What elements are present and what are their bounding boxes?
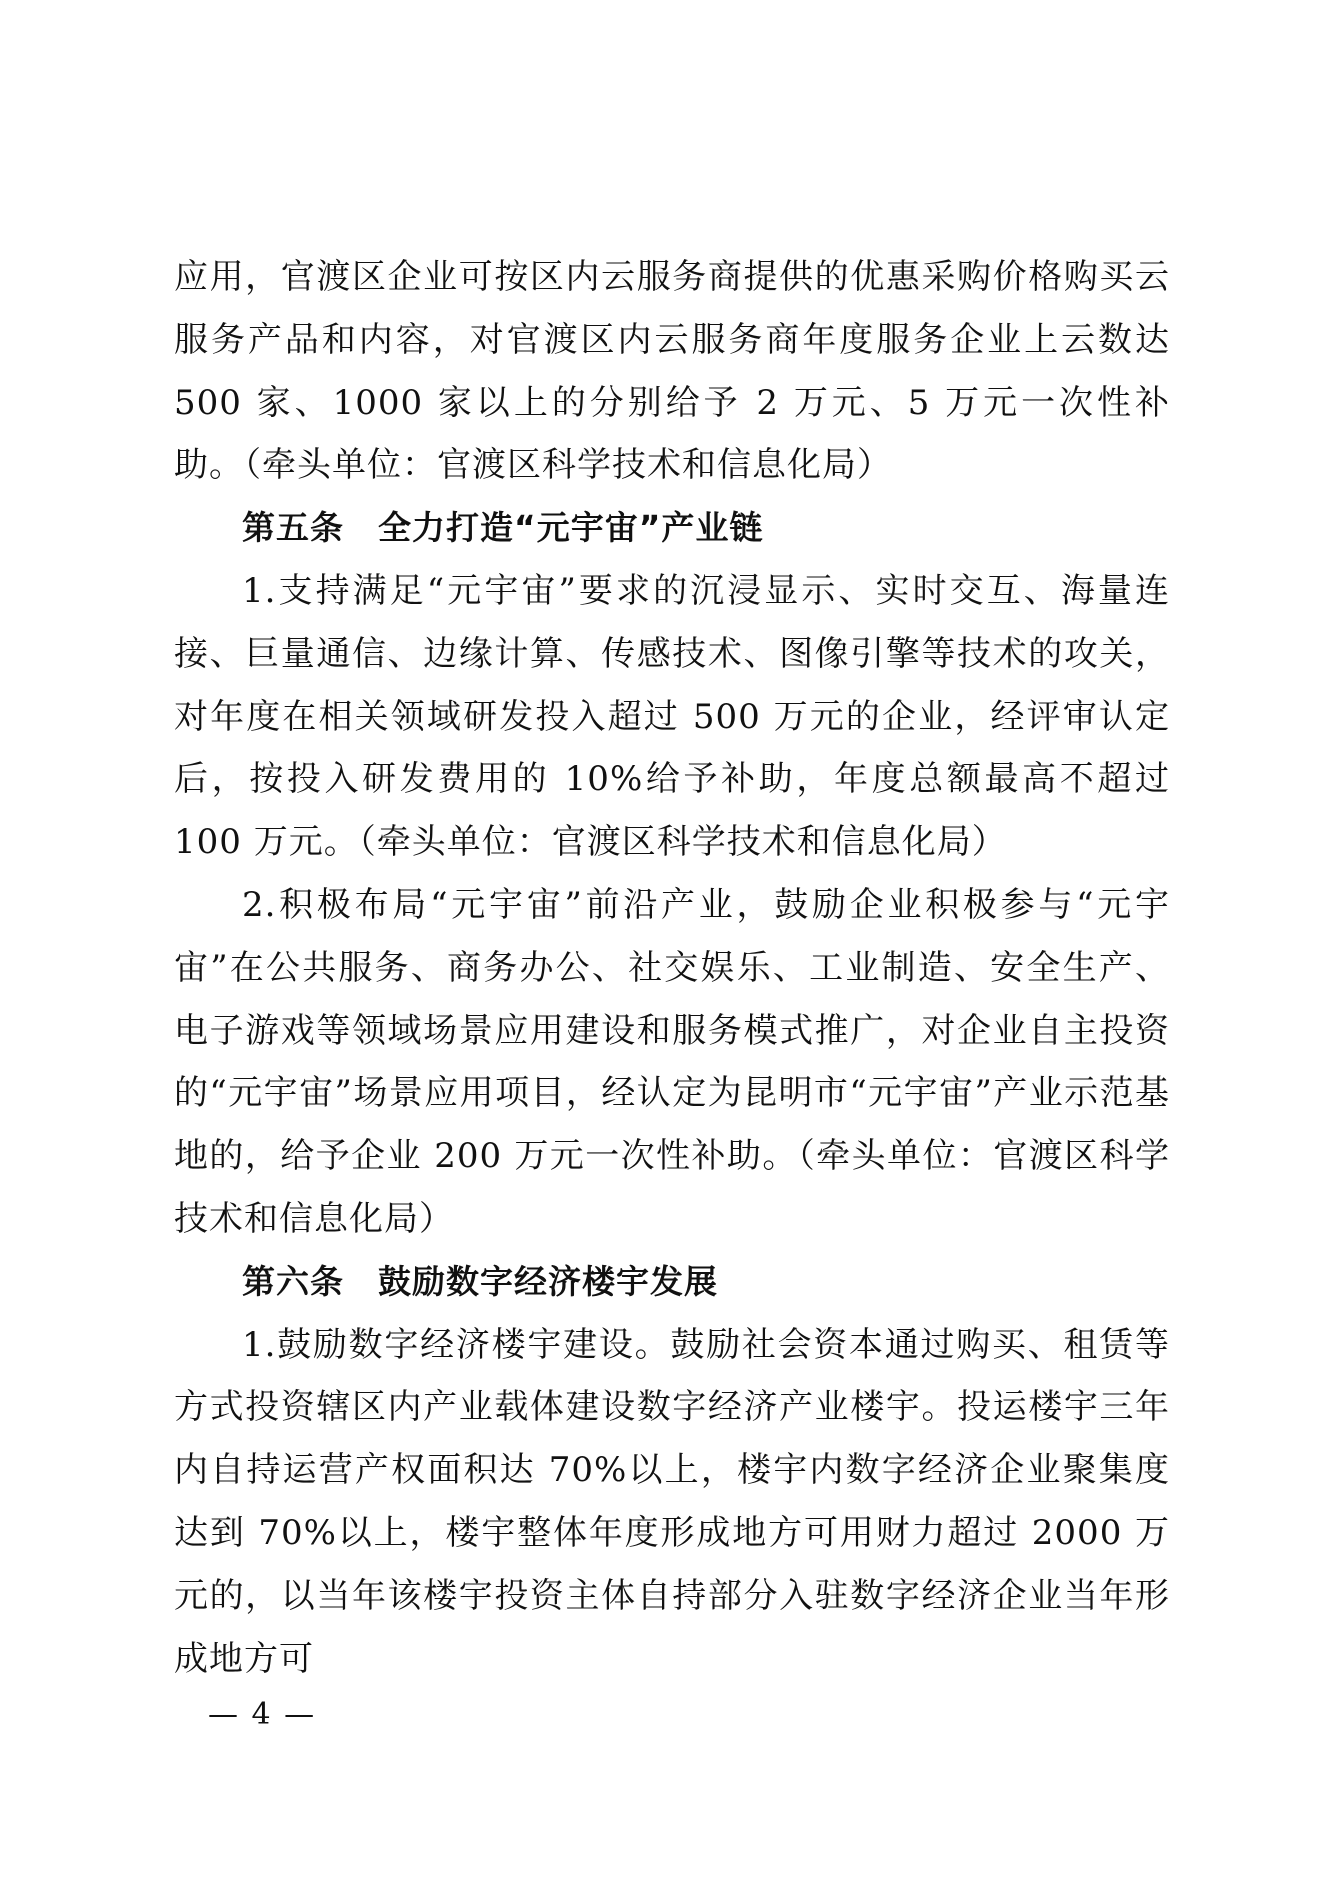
article-heading-5: 第五条 全力打造“元宇宙”产业链	[242, 508, 764, 548]
page-number: — 4 —	[208, 1697, 317, 1732]
paragraph-article-5-item-2: 2.积极布局“元宇宙”前沿产业，鼓励企业积极参与“元宇宙”在公共服务、商务办公、社交娱乐、工业制造、安全生产、电子游戏等领域场景应用建设和服务模式推广，对企业自主投资的“元宇宙”场景应用项目，经认定为昆明市“元宇宙”产业示范基地的，给予企业 200 万元一次性补助。（牵头单位：官渡区科学技术和信息化局）	[174, 884, 1170, 1239]
paragraph-continuation: 应用，官渡区企业可按区内云服务商提供的优惠采购价格购买云服务产品和内容，对官渡区内云服务商年度服务企业上云数达 500 家、1000 家以上的分别给予 2 万元、5 万元一次性补助。（牵头单位：官渡区科学技术和信息化局）	[174, 257, 1170, 486]
article-heading-6: 第六条 鼓励数字经济楼宇发展	[242, 1261, 718, 1301]
paragraph-article-6-item-1: 1.鼓励数字经济楼宇建设。鼓励社会资本通过购买、租赁等方式投资辖区内产业载体建设数字经济产业楼宇。投运楼宇三年内自持运营产权面积达 70%以上，楼宇内数字经济企业聚集度达到 70%以上，楼宇整体年度形成地方可用财力超过 2000 万元的，以当年该楼宇投资主体自持部分入驻数字经济企业当年形成地方可	[174, 1324, 1170, 1679]
document-body	[174, 246, 1170, 1690]
paragraph-article-5-item-1: 1.支持满足“元宇宙”要求的沉浸显示、实时交互、海量连接、巨量通信、边缘计算、传感技术、图像引擎等技术的攻关，对年度在相关领域研发投入超过 500 万元的企业，经评审认定后，按投入研发费用的 10%给予补助，年度总额最高不超过 100 万元。（牵头单位：官渡区科学技术和信息化局）	[174, 570, 1170, 863]
